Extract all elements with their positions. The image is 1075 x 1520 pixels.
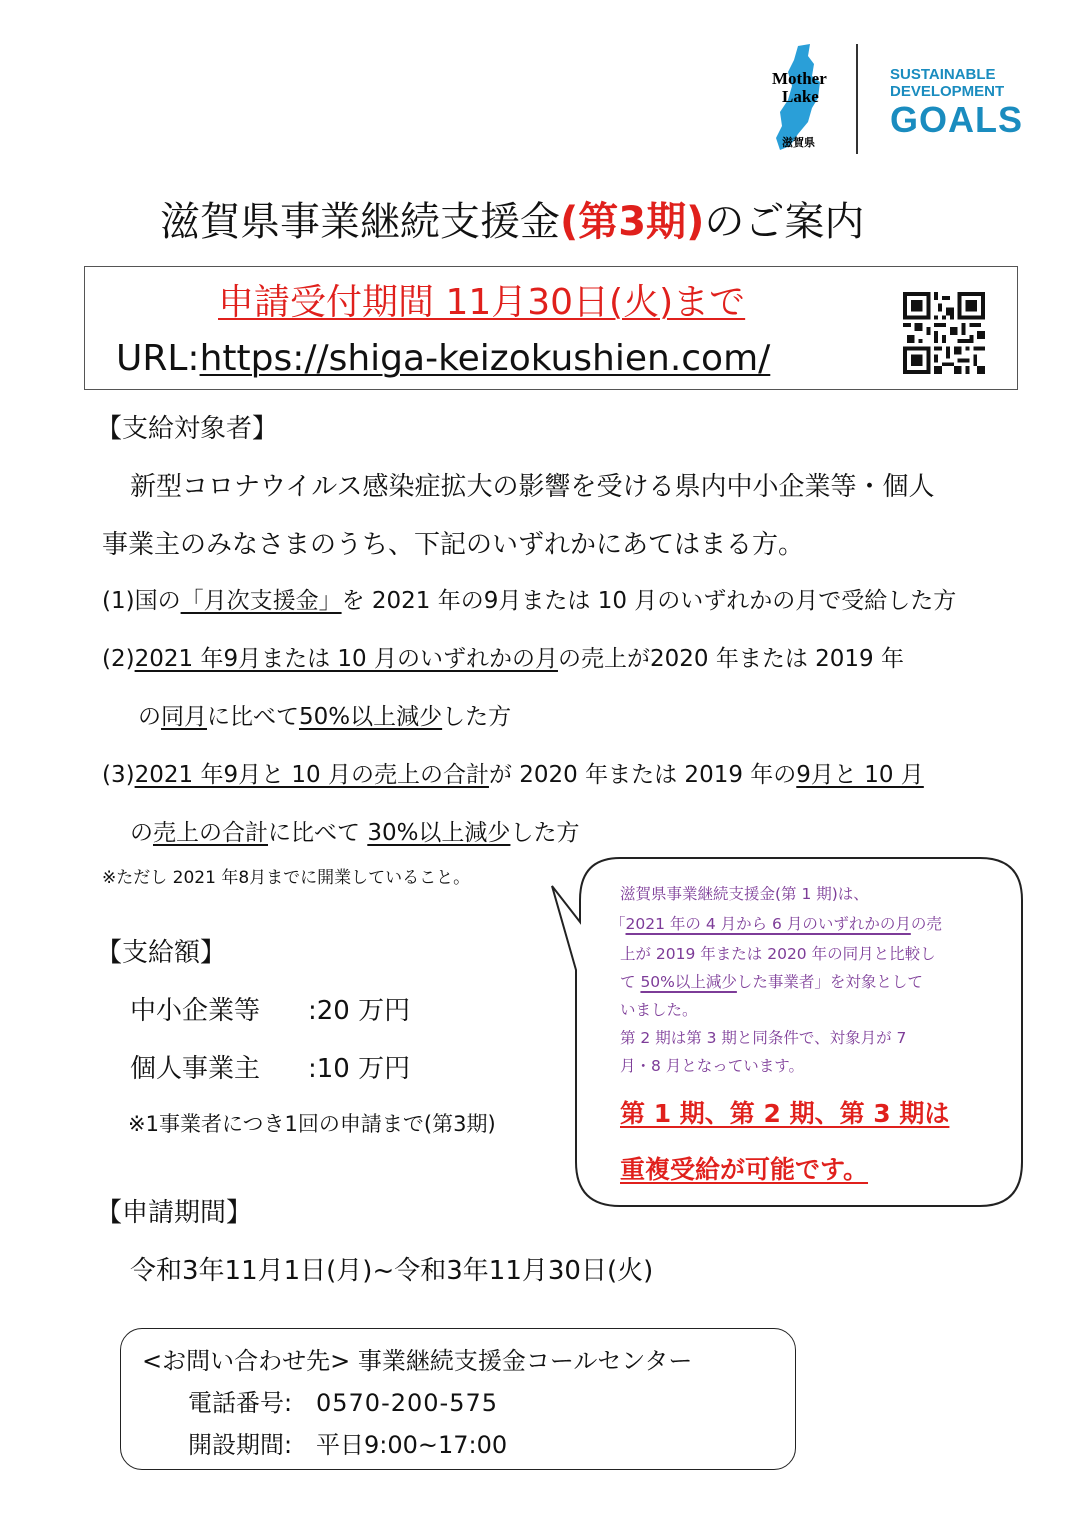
amount-sole-value: :10 万円 xyxy=(308,1054,411,1084)
shiga-label: 滋賀県 xyxy=(782,136,815,149)
bubble-line6: 第 2 期は第 3 期と同条件で、対象月が 7 xyxy=(620,1029,907,1047)
title-main: 滋賀県事業継続支援金 xyxy=(160,199,560,245)
sdg-line1: SUSTAINABLE xyxy=(890,66,996,83)
bubble-line7: 月・8 月となっています。 xyxy=(620,1057,805,1075)
period-heading: 【申請期間】 xyxy=(96,1198,253,1228)
eligibility-item-3-cont: の売上の合計に比べて 30%以上減少した方 xyxy=(130,820,580,846)
contact-hours: 平日9:00~17:00 xyxy=(316,1431,508,1459)
eligibility-note: ※ただし 2021 年8月までに開業していること。 xyxy=(102,868,471,888)
contact-phone[interactable]: 0570-200-575 xyxy=(316,1389,499,1417)
page-title xyxy=(160,196,864,248)
eligibility-item-2-cont: の同月に比べて50%以上減少した方 xyxy=(138,704,512,730)
amount-heading: 【支給額】 xyxy=(96,938,227,968)
qr-code-icon[interactable] xyxy=(903,292,985,374)
contact-phone-label: 電話番号: xyxy=(188,1389,293,1417)
eligibility-item-1: (1)国の「月次支援金」を 2021 年の9月または 10 月のいずれかの月で受給した方 xyxy=(102,588,957,614)
period-range: 令和3年11月1日(月)~令和3年11月30日(火) xyxy=(130,1256,654,1286)
amount-note: ※1事業者につき1回の申請まで(第3期) xyxy=(128,1112,496,1136)
bubble-line4: て 50%以上減少した事業者」を対象として xyxy=(620,973,923,991)
bubble-line5: いました。 xyxy=(620,1001,698,1019)
sdg-logo-text xyxy=(890,66,1030,100)
bubble-emphasis-1: 第 1 期、第 2 期、第 3 期は xyxy=(620,1099,950,1128)
eligibility-intro-line2: 事業主のみなさまのうち、下記のいずれかにあてはまる方。 xyxy=(102,530,805,560)
eligibility-intro-line1: 新型コロナウイルス感染症拡大の影響を受ける県内中小企業等・個人 xyxy=(130,472,935,502)
sdg-line2: DEVELOPMENT xyxy=(890,83,1005,100)
amount-sme-label: 中小企業等 xyxy=(130,996,261,1026)
eligibility-item-2: (2)2021 年9月または 10 月のいずれかの月の売上が2020 年または 2019 年 xyxy=(102,646,904,672)
url-link[interactable]: https://shiga-keizokushien.com/ xyxy=(199,338,771,379)
deadline-text: 申請受付期間 11月30日(火)まで xyxy=(218,282,746,323)
eligibility-item-3: (3)2021 年9月と 10 月の売上の合計が 2020 年または 2019 年の9月と 10 月 xyxy=(102,762,924,788)
title-highlight: (第3期) xyxy=(560,199,705,245)
sdg-goals-label: GOALS xyxy=(890,99,1024,140)
bubble-emphasis-2: 重複受給が可能です。 xyxy=(620,1155,869,1184)
bubble-line2: 「2021 年の 4 月から 6 月のいずれかの月の売 xyxy=(610,915,942,933)
mother-lake-logo xyxy=(768,42,840,154)
logo-divider xyxy=(856,44,858,154)
title-suffix: のご案内 xyxy=(704,199,865,245)
bubble-line3: 上が 2019 年または 2020 年の同月と比較し xyxy=(620,945,936,963)
url-line xyxy=(116,336,770,382)
sdg-goals-logo xyxy=(890,100,1023,140)
mother-label: Mother xyxy=(772,69,827,88)
url-label: URL: xyxy=(116,338,200,379)
amount-sme-value: :20 万円 xyxy=(308,996,411,1026)
lake-label: Lake xyxy=(782,87,819,106)
amount-sole-label: 個人事業主 xyxy=(130,1054,261,1084)
bubble-line1: 滋賀県事業継続支援金(第 1 期)は、 xyxy=(620,885,869,903)
contact-hours-label: 開設期間: xyxy=(188,1431,293,1459)
contact-header: <お問い合わせ先> 事業継続支援金コールセンター xyxy=(142,1347,693,1375)
eligibility-heading: 【支給対象者】 xyxy=(96,414,279,444)
